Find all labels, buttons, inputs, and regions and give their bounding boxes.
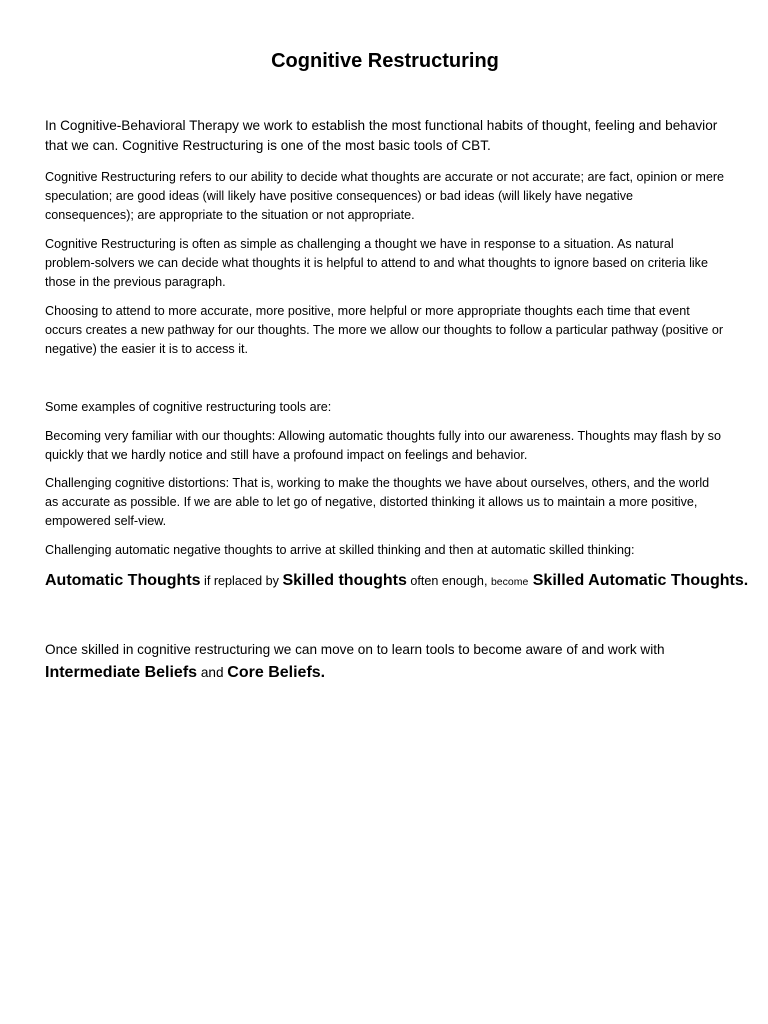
- thought-formula: [45, 569, 749, 594]
- document-title: Cognitive Restructuring: [271, 50, 499, 72]
- example-automatic-negative-thoughts: Challenging automatic negative thoughts to arrive at skilled thinking and then at automatic skilled thinking:: [45, 543, 635, 557]
- formula-automatic-thoughts: Automatic Thoughts: [45, 572, 201, 589]
- formula-skilled-thoughts: Skilled thoughts: [282, 572, 407, 589]
- closing-paragraph: [45, 638, 735, 684]
- intro-paragraph: In Cognitive-Behavioral Therapy we work to establish the most functional habits of thought, feeling and behavior that we can. Cognitive Restructuring is one of the most basic tools of CBT.: [45, 118, 718, 153]
- paragraph-definition: Cognitive Restructuring refers to our ability to decide what thoughts are accurate or not accurate; are fact, opinion or mere speculation; are good ideas (will likely have positive consequences) or bad ideas (will likely have negative consequences); are appropriate to the situation or not appropriate.: [45, 170, 725, 222]
- example-familiar-thoughts: Becoming very familiar with our thoughts: Allowing automatic thoughts fully into our awareness. Thoughts may flash by so quickly that we hardly notice and still have a profound impact on feelings and behavior.: [45, 429, 721, 462]
- formula-skilled-automatic-thoughts: Skilled Automatic Thoughts.: [532, 572, 749, 589]
- closing-connector: and: [197, 665, 228, 680]
- paragraph-pathway: Choosing to attend to more accurate, more positive, more helpful or more appropriate thoughts each time that event occurs creates a new pathway for our thoughts. The more we allow our thoughts to follow a particular pathway (positive or negative) the easier it is to access it.: [45, 304, 724, 356]
- closing-intermediate-beliefs: Intermediate Beliefs: [45, 664, 198, 681]
- formula-connector-often: often enough,: [406, 574, 491, 588]
- example-cognitive-distortions: Challenging cognitive distortions: That is, working to make the thoughts we have about ourselves, others, and the world as accurate as possible. If we are able to let go of negative, distorted thinking it allows us to maintain a more positive, empowered self-view.: [45, 476, 710, 528]
- formula-connector-replaced: if replaced by: [200, 574, 283, 588]
- closing-text: Once skilled in cognitive restructuring we can move on to learn tools to become aware of and work with: [45, 642, 665, 657]
- examples-intro: Some examples of cognitive restructuring tools are:: [45, 400, 332, 414]
- closing-core-beliefs: Core Beliefs.: [227, 664, 326, 681]
- paragraph-challenging: Cognitive Restructuring is often as simple as challenging a thought we have in response to a situation. As natural problem-solvers we can decide what thoughts it is helpful to attend to and what thoughts to ignore based on criteria like those in the previous paragraph.: [45, 237, 708, 289]
- formula-connector-become: become: [490, 576, 529, 588]
